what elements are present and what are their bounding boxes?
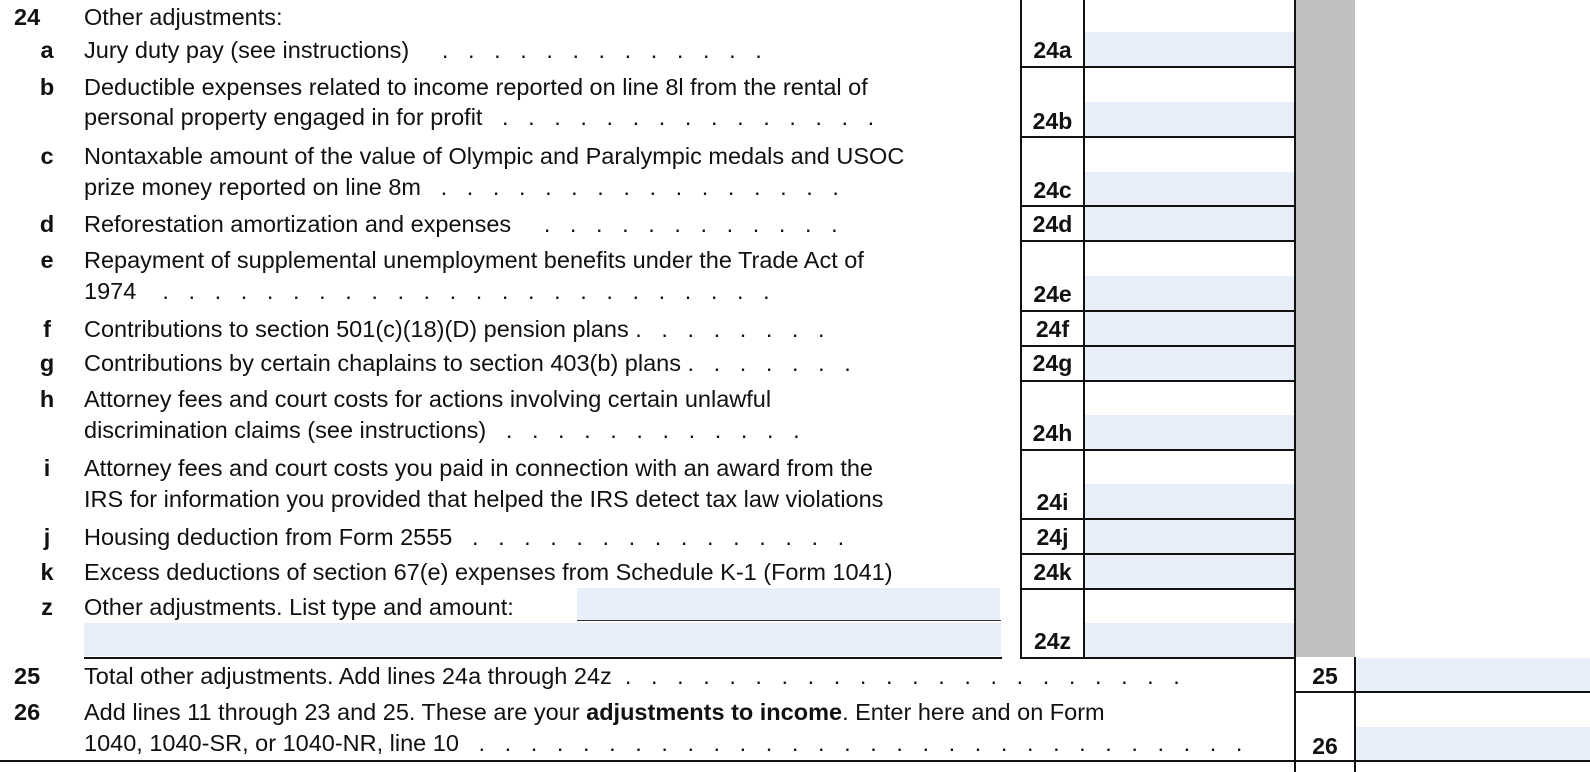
line-text: Other adjustments: <box>84 4 283 30</box>
line-letter: z <box>41 594 53 620</box>
rule <box>1020 66 1295 68</box>
line-letter: e <box>40 247 54 273</box>
other-adjustments-type-input-2[interactable] <box>84 623 1001 656</box>
line-letter: f <box>43 316 51 342</box>
line-text: Other adjustments. List type and amount: <box>84 594 514 620</box>
line-label-24i: 24i <box>1036 489 1069 515</box>
amount-24h[interactable] <box>1085 415 1294 449</box>
line-text: Total other adjustments. Add lines 24a through 24z . . . . . . . . . . . . . . . . . . . . . . <box>84 663 1180 689</box>
line-text: Contributions by certain chaplains to section 403(b) plans . . . . . . . <box>84 350 851 376</box>
line-text: personal property engaged in for profit . . . . . . . . . . . . . . . <box>84 104 875 130</box>
line-text: Housing deduction from Form 2555 . . . . . . . . . . . . . . . <box>84 524 845 550</box>
line-label-24k: 24k <box>1033 559 1072 585</box>
amount-24a[interactable] <box>1085 32 1294 66</box>
line-text: Excess deductions of section 67(e) expenses from Schedule K-1 (Form 1041) <box>84 559 893 585</box>
line-label-24d: 24d <box>1032 211 1073 237</box>
line-number: 26 <box>14 699 41 725</box>
amount-25[interactable] <box>1356 658 1590 691</box>
line-letter: d <box>39 211 55 237</box>
line-label-24c: 24c <box>1033 177 1072 203</box>
amount-24z[interactable] <box>1085 623 1294 657</box>
line-text: Contributions to section 501(c)(18)(D) pension plans . . . . . . . . <box>84 316 825 342</box>
line-letter: c <box>40 143 54 169</box>
line-letter: g <box>39 350 55 376</box>
line-text: discrimination claims (see instructions) . . . . . . . . . . . . <box>84 417 800 443</box>
amount-24i[interactable] <box>1085 484 1294 518</box>
line-letter: b <box>39 74 55 100</box>
rule <box>577 620 1001 621</box>
line-text: Reforestation amortization and expenses . . . . . . . . . . . . <box>84 211 838 237</box>
rule <box>1020 380 1295 382</box>
rule <box>1020 136 1295 138</box>
line-text: prize money reported on line 8m . . . . . . . . . . . . . . . . <box>84 174 839 200</box>
line-label-24h: 24h <box>1032 420 1073 446</box>
line-label-24g: 24g <box>1032 350 1073 376</box>
line-letter: i <box>43 455 51 481</box>
rule <box>1020 588 1295 590</box>
line-letter: a <box>40 37 54 63</box>
line-label-24a: 24a <box>1033 37 1072 63</box>
line-text: Repayment of supplemental unemployment benefits under the Trade Act of <box>84 247 864 273</box>
other-adjustments-type-input[interactable] <box>577 588 1000 620</box>
line-text: Add lines 11 through 23 and 25. These are your adjustments to income. Enter here and on Form <box>84 699 1105 725</box>
line-label-24f: 24f <box>1035 316 1070 342</box>
amount-26[interactable] <box>1356 727 1590 760</box>
amount-24c[interactable] <box>1085 172 1294 205</box>
line-label-26: 26 <box>1312 733 1338 759</box>
rule <box>1020 449 1295 451</box>
line-text: 1040, 1040-SR, or 1040-NR, line 10 . . . . . . . . . . . . . . . . . . . . . . . . . . . . . . <box>84 730 1243 756</box>
line-text: 1974 . . . . . . . . . . . . . . . . . . . . . . . . <box>84 278 770 304</box>
line-letter: h <box>39 386 55 412</box>
line-text: Nontaxable amount of the value of Olympic and Paralympic medals and USOC <box>84 143 905 169</box>
shaded-column <box>1295 0 1355 657</box>
line-text: Attorney fees and court costs you paid in connection with an award from the <box>84 455 873 481</box>
line-label-24b: 24b <box>1032 108 1073 134</box>
line-letter: k <box>40 559 54 585</box>
amount-24b[interactable] <box>1085 102 1294 136</box>
line-text: Deductible expenses related to income reported on line 8l from the rental of <box>84 74 868 100</box>
rule <box>1294 691 1590 693</box>
line-text: Attorney fees and court costs for actions involving certain unlawful <box>84 386 772 412</box>
line-label-24z: 24z <box>1033 628 1072 654</box>
rule <box>0 760 1590 762</box>
line-letter: j <box>43 524 51 550</box>
amount-24g[interactable] <box>1085 347 1294 380</box>
line-text: IRS for information you provided that helped the IRS detect tax law violations <box>84 486 884 512</box>
rule <box>1020 657 1295 659</box>
amount-24f[interactable] <box>1085 312 1294 345</box>
line-text: Jury duty pay (see instructions) . . . . . . . . . . . . . <box>84 37 762 63</box>
amount-24k[interactable] <box>1085 555 1294 588</box>
amount-24j[interactable] <box>1085 520 1294 553</box>
amount-24d[interactable] <box>1085 207 1294 240</box>
rule <box>84 657 1002 659</box>
rule <box>1020 240 1295 242</box>
line-number: 24 <box>14 4 41 30</box>
line-label-24j: 24j <box>1036 524 1069 550</box>
line-label-25: 25 <box>1312 663 1338 689</box>
amount-24e[interactable] <box>1085 276 1294 310</box>
line-number: 25 <box>14 663 41 689</box>
line-label-24e: 24e <box>1033 281 1072 307</box>
